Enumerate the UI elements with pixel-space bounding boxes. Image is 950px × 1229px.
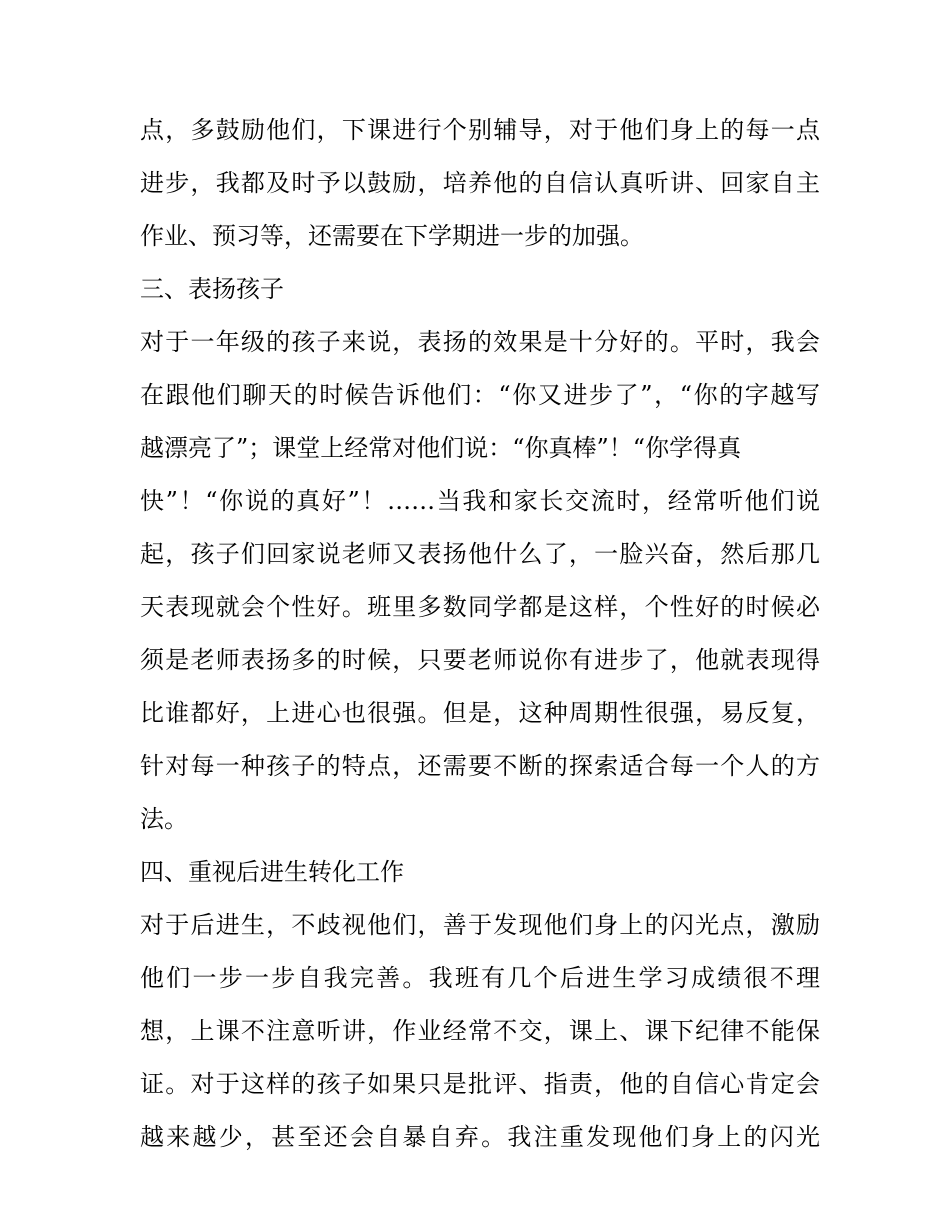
paragraph-line: 法。 [140,805,188,833]
paragraph-line: 起，孩子们回家说老师又表扬他什么了，一脸兴奋，然后那几 [140,540,820,568]
paragraph-line: 在跟他们聊天的时候告诉他们：“你又进步了”，“你的字越写 [140,381,820,409]
paragraph-line: 天表现就会个性好。班里多数同学都是这样，个性好的时候必 [140,593,820,621]
paragraph-line: 须是老师表扬多的时候，只要老师说你有进步了，他就表现得 [140,646,820,674]
paragraph-line: 针对每一种孩子的特点，还需要不断的探索适合每一个人的方 [140,752,820,780]
section-heading: 四、重视后进生转化工作 [140,858,404,886]
paragraph-line: 他们一步一步自我完善。我班有几个后进生学习成绩很不理 [140,964,820,992]
paragraph-line: 快”！“你说的真好”！……当我和家长交流时，经常听他们说 [140,487,820,515]
paragraph-line: 作业、预习等，还需要在下学期进一步的加强。 [140,222,644,250]
paragraph-line: 对于一年级的孩子来说，表扬的效果是十分好的。平时，我会 [140,328,820,356]
paragraph-line: 比谁都好，上进心也很强。但是，这种周期性很强，易反复， [140,699,820,727]
paragraph-line: 点，多鼓励他们，下课进行个别辅导，对于他们身上的每一点 [140,116,820,144]
paragraph-line: 想，上课不注意听讲，作业经常不交，课上、课下纪律不能保 [140,1017,820,1045]
paragraph-line: 证。对于这样的孩子如果只是批评、指责，他的自信心肯定会 [140,1070,820,1098]
paragraph-line: 进步，我都及时予以鼓励，培养他的自信认真听讲、回家自主 [140,169,820,197]
paragraph-line: 越来越少，甚至还会自暴自弃。我注重发现他们身上的闪光 [140,1123,820,1151]
section-heading: 三、表扬孩子 [140,275,284,303]
paragraph-line: 越漂亮了”；课堂上经常对他们说：“你真棒”！“你学得真 [140,434,742,462]
paragraph-line: 对于后进生，不歧视他们，善于发现他们身上的闪光点，激励 [140,911,820,939]
document-body [140,110,820,1170]
